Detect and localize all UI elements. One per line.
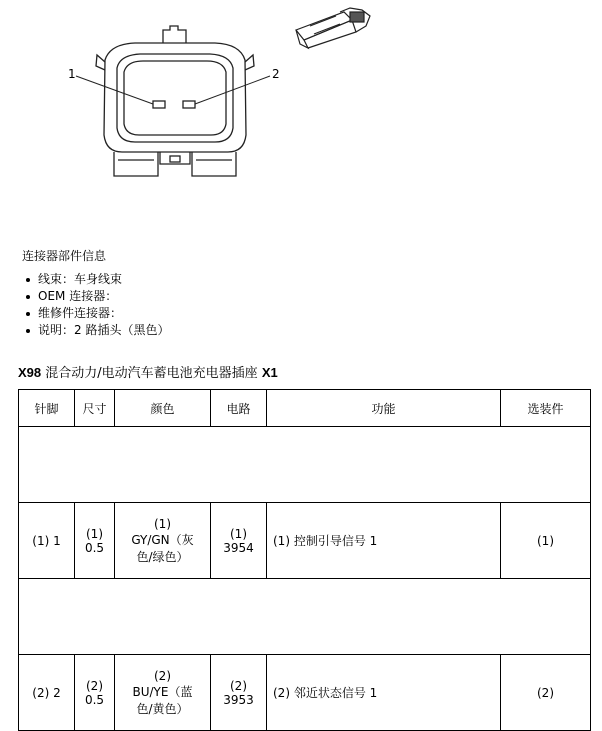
- header-color: 颜色: [115, 390, 211, 427]
- cell-function: (1) 控制引导信号 1: [267, 503, 501, 579]
- table-row: [19, 503, 591, 579]
- info-description: 说明：2 路插头（黑色）: [22, 322, 169, 339]
- connector-code: X98: [18, 365, 42, 380]
- table-row: [19, 655, 591, 731]
- cell-pin: (1) 1: [19, 503, 75, 579]
- info-service-connector: 维修件连接器：: [22, 305, 169, 322]
- cell-color: (1) GY/GN（灰 色/绿色）: [115, 503, 211, 579]
- cell-color: (2) BU/YE（蓝 色/黄色）: [115, 655, 211, 731]
- header-size: 尺寸: [75, 390, 115, 427]
- cell-size: (2) 0.5: [75, 655, 115, 731]
- cell-function: (2) 邻近状态信号 1: [267, 655, 501, 731]
- pin-2-callout: 2: [272, 67, 280, 81]
- connector-thumbnail: [296, 8, 370, 48]
- cell-pin: (2) 2: [19, 655, 75, 731]
- connector-info-list: [22, 271, 169, 339]
- header-circuit: 电路: [211, 390, 267, 427]
- header-option: 选装件: [501, 390, 591, 427]
- table-header-row: [19, 390, 591, 427]
- connector-section-title: [18, 362, 278, 381]
- connector-suffix: X1: [261, 365, 278, 380]
- header-function: 功能: [267, 390, 501, 427]
- table-spacer: [19, 427, 591, 503]
- header-pin: 针脚: [19, 390, 75, 427]
- cell-circuit: (1) 3954: [211, 503, 267, 579]
- cell-size: (1) 0.5: [75, 503, 115, 579]
- cell-option: (1): [501, 503, 591, 579]
- connector-info: [22, 248, 169, 339]
- info-harness: 线束：车身线束: [22, 271, 169, 288]
- pin-1-callout: 1: [68, 67, 76, 81]
- connector-face-drawing: [0, 0, 602, 240]
- cell-option: (2): [501, 655, 591, 731]
- info-oem-connector: OEM 连接器：: [22, 288, 169, 305]
- pin-table: [18, 389, 591, 731]
- connector-info-heading: 连接器部件信息: [22, 249, 107, 263]
- cell-circuit: (2) 3953: [211, 655, 267, 731]
- connector-name: 混合动力/电动汽车蓄电池充电器插座: [45, 366, 258, 381]
- table-spacer: [19, 579, 591, 655]
